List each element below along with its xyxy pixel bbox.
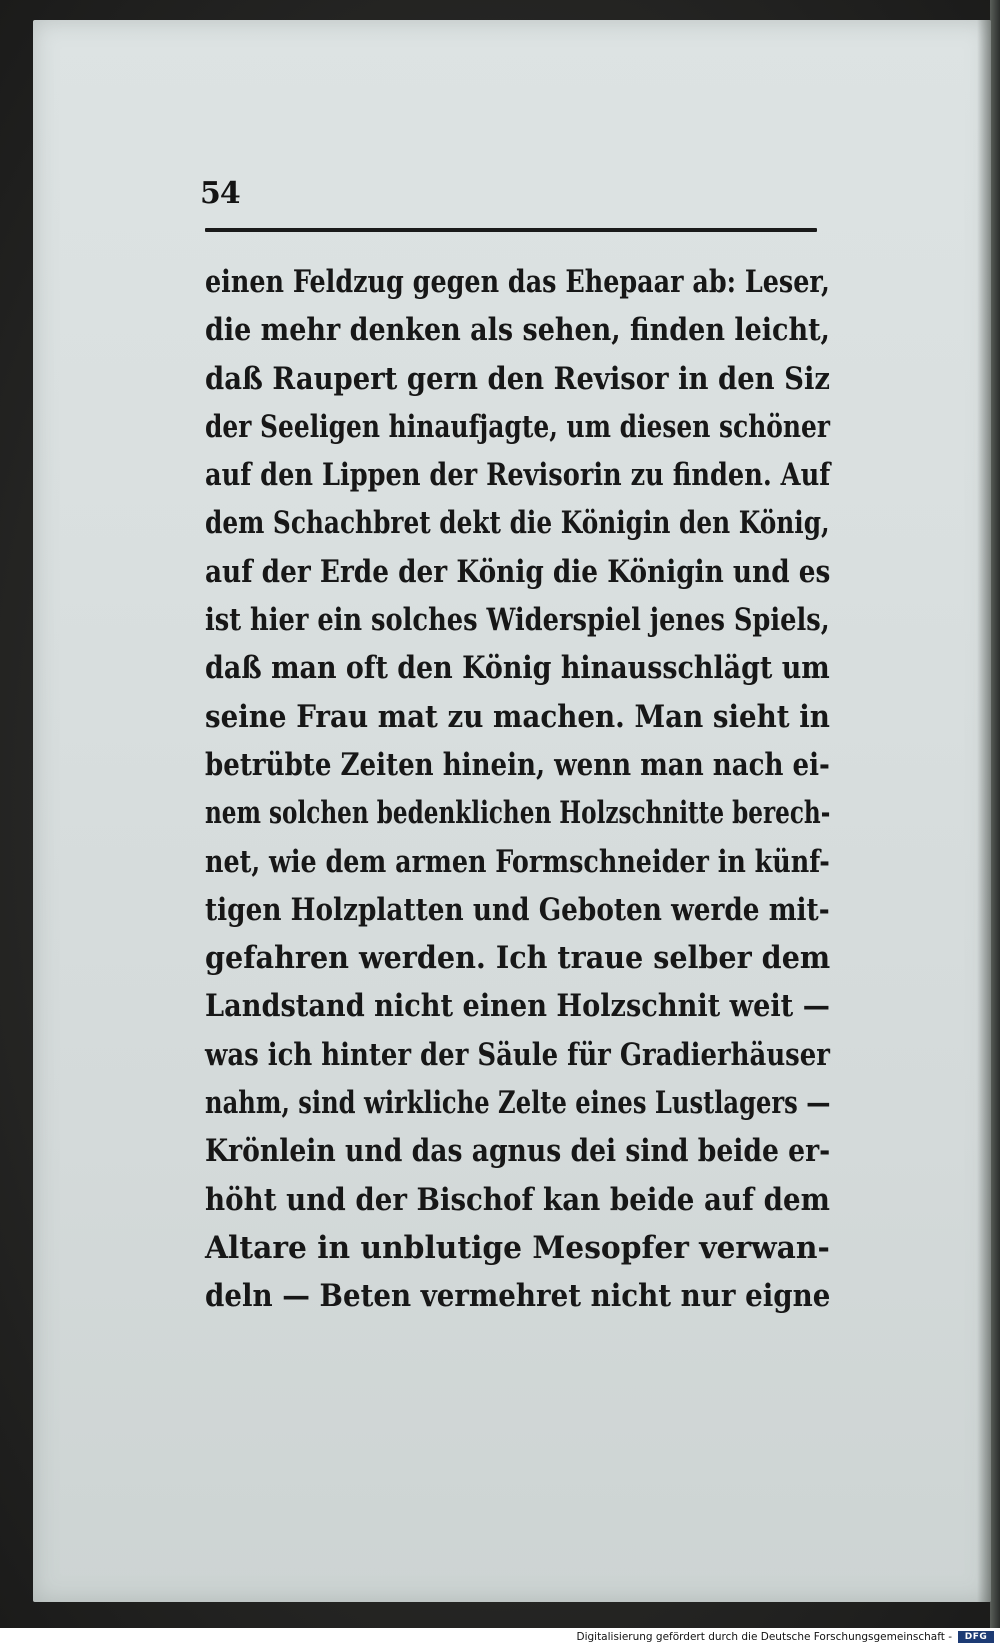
text-line: nahm, sind wirkliche Zelte eines Lustlagers — <box>205 1085 831 1122</box>
page-edge-shadow <box>977 20 991 1602</box>
funding-credit: Digitalisierung gefördert durch die Deutsche Forschungsgemeinschaft - <box>576 1631 952 1643</box>
book-spine <box>990 0 1000 1628</box>
text-line: die mehr denken als sehen, finden leicht, <box>205 312 830 349</box>
text-line: deln — Beten vermehret nicht nur eigne <box>205 1278 831 1315</box>
text-line: betrübte Zeiten hinein, wenn man nach ei- <box>205 746 830 783</box>
text-line: Krönlein und das agnus dei sind beide er- <box>205 1133 831 1170</box>
footer-bar <box>0 1628 1000 1646</box>
text-line: seine Frau mat zu machen. Man sieht in <box>205 698 830 735</box>
text-line: auf den Lippen der Revisorin zu finden. Auf <box>205 457 831 494</box>
text-line: Altare in unblutige Mesopfer verwan- <box>205 1229 830 1266</box>
text-line: höht und der Bischof kan beide auf dem <box>205 1181 830 1218</box>
text-line: net, wie dem armen Formschneider in künf- <box>205 843 830 880</box>
text-line: Landstand nicht einen Holzschnit weit — <box>205 988 830 1025</box>
text-line: daß Raupert gern den Revisor in den Siz <box>205 360 831 397</box>
text-line: daß man oft den König hinausschlägt um <box>205 650 830 687</box>
text-line: dem Schachbret dekt die Königin den König, <box>205 505 830 542</box>
text-line: ist hier ein solches Widerspiel jenes Spiels, <box>205 602 830 639</box>
text-line: tigen Holzplatten und Geboten werde mit- <box>205 891 830 928</box>
text-line: einen Feldzug gegen das Ehepaar ab: Leser, <box>205 264 830 300</box>
body-text <box>205 258 830 1321</box>
page-number: 54 <box>200 176 240 211</box>
text-line: der Seeligen hinaufjagte, um diesen schöner <box>205 408 830 445</box>
dfg-logo: DFG <box>958 1631 994 1643</box>
text-line: nem solchen bedenklichen Holzschnitte berech- <box>205 795 831 832</box>
text-line: auf der Erde der König die Königin und es <box>205 553 831 590</box>
header-rule <box>205 228 817 232</box>
text-line: gefahren werden. Ich traue selber dem <box>205 940 831 977</box>
text-line: was ich hinter der Säule für Gradierhäuser <box>205 1036 830 1073</box>
